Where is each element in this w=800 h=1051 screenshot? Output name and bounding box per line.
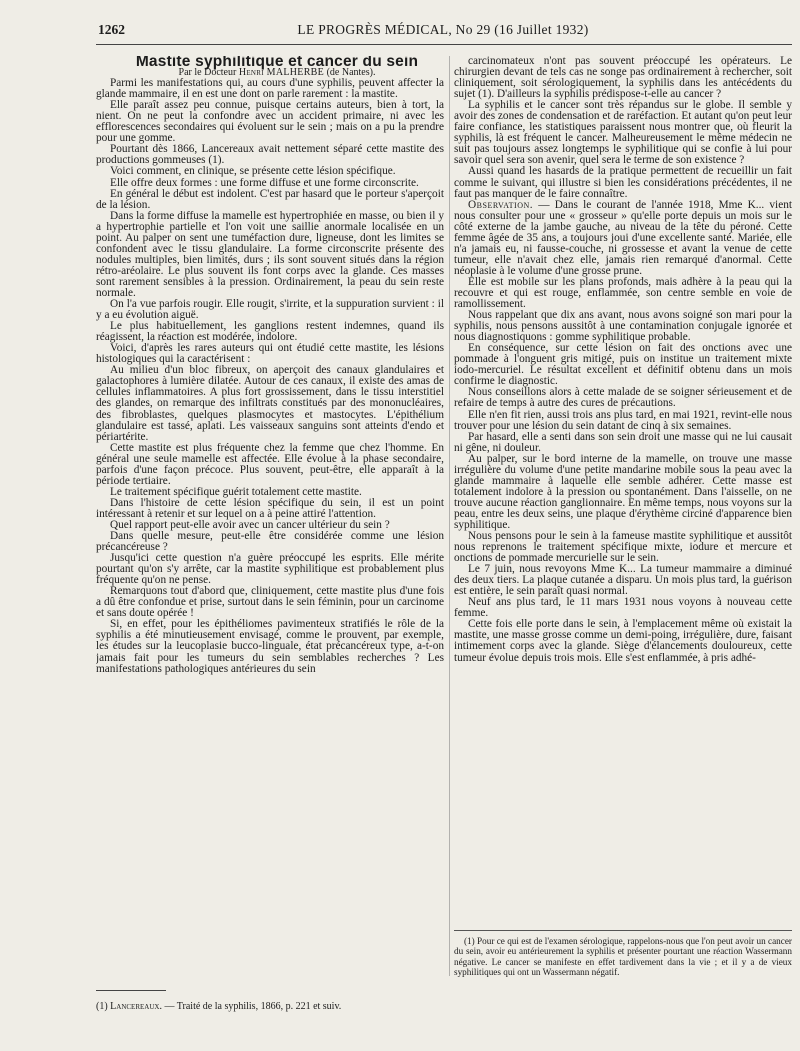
footnote-left-author: Lancereaux. <box>110 1001 162 1012</box>
body-paragraph: Nous pensons pour le sein à la fameuse mastite syphilitique et aussitôt nous reprenons le traitement spécifique mixte, iodure et mercure et onctions de pommade mercurielle sur le sein. <box>454 530 792 565</box>
running-header <box>98 22 788 42</box>
body-paragraph: Dans quelle mesure, peut-elle être considérée comme une lésion précancéreuse ? <box>96 530 444 554</box>
body-paragraph: carcinomateux n'ont pas souvent préoccupé les opérateurs. Le chirurgien devant de tels cas ne songe pas ordinairement à rechercher, soit cliniquement, soit sérologiquement, la syphilis dans les antécédents du sujet (1). D'ailleurs la syphilis prédispose-t-elle au cancer ? <box>454 56 792 101</box>
body-paragraph: Dans la forme diffuse la mamelle est hypertrophiée en masse, ou bien il y a hypertrophie partielle et l'on voit une saillie anormale localisée en un point. Au palper on sent une tuméfaction dure, ligneuse, dont les limites se confondent avec le tissu glandulaire. La forme circonscrite présente des nodules multiples, bien limités, durs ; ils sont souvent situés dans la région rétro-aréolaire. Le plus souvent ils font corps avec la glande. Ces masses sont rarement sensibles à la pression. Ordinairement, la peau du sein reste normale. <box>96 209 444 299</box>
body-paragraph: Jusqu'ici cette question n'a guère préoccupé les esprits. Elle mérite pourtant qu'on s'y arrête, car la mastite syphilitique est probablement plus fréquente qu'on ne pense. <box>96 552 444 587</box>
body-paragraph: Le 7 juin, nous revoyons Mme K... La tumeur mammaire a diminué des deux tiers. La plaque cutanée a disparu. Un mois plus tard, la guérison est entière, le sein paraît quasi normal. <box>454 563 792 598</box>
body-paragraph: En conséquence, sur cette lésion on fait des onctions avec une pommade à l'onguent gris mitigé, puis on institue un traitement mixte iodo-mercuriel. Le résultat excellent et définitif obtenu dans un mois confirme le diagnostic. <box>454 342 792 388</box>
observation-text: — Dans le courant de l'année 1918, Mme K... vient nous consulter pour une « grosseur » qu'elle porte depuis un mois sur le côté externe de la jambe gauche, au niveau de la tête du péroné. Cette femme âgée de 35 ans, a toujours joui d'une excellente santé. Mariée, elle n'a jamais eu, ni fausse-couche, ni grossesse et avant la venue de cette tumeur, elle n'avait chez elle, jamais rien remarqué d'anormal. Cette néoplasie à le volume d'une grosse prune. <box>454 198 792 277</box>
footnote-left-marker: (1) <box>96 1001 108 1012</box>
right-body-intro <box>454 56 792 200</box>
body-paragraph: Si, en effet, pour les épithéliomes pavimenteux stratifiés le rôle de la syphilis a été minutieusement envisagé, comme le prouvent, par exemple, les études sur la leucoplasie bucco-linguale, état précancéreux type, a-t-on jamais fait pour les tumeurs du sein semblables recherches ? Les manifestations pathologiques antérieures du sein <box>96 618 444 675</box>
byline-prefix: Par le Docteur <box>178 67 237 79</box>
author-affiliation: (de Nantes). <box>326 67 376 79</box>
footnote-rule-right <box>454 930 792 931</box>
body-paragraph: Par hasard, elle a senti dans son sein droit une masse qui ne lui causait ni gêne, ni douleur. <box>454 430 792 454</box>
body-paragraph: La syphilis et le cancer sont très répandus sur le globe. Il semble y avoir des zones de condensation et de raréfaction. Et autant qu'on peut leur faire confiance, les statistiques paraissent nous montrer que, où fleurit la syphilis, là est fréquent le cancer. Malheureusement le même médecin ne suit pas toujours assez longtemps le syphilitique qui se confie à lui pour savoir quel sera son avenir, quel sera le terme de son existence ? <box>454 99 792 167</box>
column-divider <box>449 56 450 976</box>
journal-title: LE PROGRÈS MÉDICAL, No 29 (16 Juillet 1932) <box>297 22 589 37</box>
body-paragraph: Le plus habituellement, les ganglions restent indemnes, quand ils réagissent, la réaction est modérée, indolore. <box>96 320 444 344</box>
body-paragraph: Nous conseillons alors à cette malade de se soigner sérieusement et de refaire de temps à autre des cures de précautions. <box>454 386 792 410</box>
body-paragraph: Aussi quand les hasards de la pratique permettent de recueillir un fait comme le suivant, qui illustre si bien les considérations précédentes, il ne faut pas manquer de le faire connaître. <box>454 165 792 200</box>
body-paragraph: Le traitement spécifique guérit totalement cette mastite. <box>110 485 362 498</box>
author-name: Henri MALHERBE <box>238 67 325 79</box>
body-paragraph: Elle est mobile sur les plans profonds, mais adhère à la peau qui la recouvre et qui est rouge, enflammée, son centre semble en voie de ramollissement. <box>454 275 792 311</box>
body-paragraph: Voici comment, en clinique, se présente cette lésion spécifique. <box>110 165 396 178</box>
right-body-case <box>454 277 792 664</box>
observation-paragraph <box>454 200 792 277</box>
body-paragraph: On l'a vue parfois rougir. Elle rougit, s'irrite, et la suppuration survient : il y a eu évolution aiguë. <box>96 298 444 322</box>
left-body <box>96 78 444 675</box>
body-paragraph: Quel rapport peut-elle avoir avec un cancer ultérieur du sein ? <box>110 518 390 531</box>
body-paragraph: Remarquons tout d'abord que, cliniquement, cette mastite plus d'une fois a dû être confondue et prise, surtout dans le sein féminin, pour un carcinome et sans doute opérée ! <box>96 585 444 620</box>
body-paragraph: Dans l'histoire de cette lésion spécifique du sein, il est un point intéressant à retenir et sur lequel on a à peine attiré l'attention. <box>96 496 444 520</box>
footnote-right <box>454 936 792 978</box>
article-title: Mastite syphilitique et cancer du sein <box>135 56 419 70</box>
page-number: 1262 <box>98 22 125 37</box>
body-paragraph: En général le début est indolent. C'est par hasard que le porteur s'aperçoit de la lésion. <box>96 187 444 211</box>
body-paragraph: Au palper, sur le bord interne de la mamelle, on trouve une masse irrégulière du volume d'une petite mandarine mobile sous la peau avec la glande mammaire à laquelle elle semble adhérer. Cette masse est totalement indolore à la pression ou spontanément. Dans l'aisselle, on ne trouve aucune réaction ganglionnaire. En même temps, nous voyons sur la peau, entre les deux seins, une plaque d'érythème circiné d'apparence bien syphilitique. <box>454 452 792 531</box>
body-paragraph: Nous rappelant que dix ans avant, nous avons soigné son mari pour la syphilis, nous pensons aussitôt à une contamination conjugale ignorée et nous diagnostiquons : gomme syphilitique probable. <box>454 309 792 344</box>
left-column <box>96 56 444 978</box>
observation-label: Observation. <box>468 198 534 211</box>
body-paragraph: Neuf ans plus tard, le 11 mars 1931 nous voyons à nouveau cette femme. <box>454 596 792 620</box>
body-paragraph: Cette mastite est plus fréquente chez la femme que chez l'homme. En général une seule mamelle est affectée. Elle évolue à la phase secondaire, parfois d'une façon précoce. Plus souvent, peut-être, elle apparaît à la période tertiaire. <box>96 441 444 487</box>
footnote-rule-left <box>96 990 166 991</box>
body-paragraph: Au milieu d'un bloc fibreux, on aperçoit des canaux glandulaires et galactophores à lumière dilatée. Autour de ces canaux, il existe des amas de cellules inflammatoires. A plus fort grossissement, dans le tissu interstitiel des glandes, on remarque des infiltrats constitués par des mononucléaires, des fibroblastes, quelques plasmocytes et mastocytes. L'épithélium glandulaire est tassé, aplati. Les vaisseaux sanguins sont atteints d'endo et périartérite. <box>96 364 444 443</box>
body-paragraph: Elle offre deux formes : une forme diffuse et une forme circonscrite. <box>110 176 419 189</box>
body-paragraph: Parmi les manifestations qui, au cours d'une syphilis, peuvent affecter la glande mammaire, il en est une dont on parle rarement : la mastite. <box>96 77 444 101</box>
body-paragraph: Pourtant dès 1866, Lancereaux avait nettement séparé cette mastite des productions gommeuses (1). <box>96 143 444 167</box>
body-paragraph: Elle paraît assez peu connue, puisque certains auteurs, bien à tort, la nient. On ne peut la confondre avec un accident primaire, ni avec les efflorescences secondaires qui évoluent sur le sein ; mais on a pu la prendre pour une gomme. <box>96 99 444 145</box>
footnote-left-text: — Traité de la syphilis, 1866, p. 221 et suiv. <box>161 1001 342 1012</box>
header-rule <box>96 44 792 45</box>
body-paragraph: Cette fois elle porte dans le sein, à l'emplacement même où existait la mastite, une masse grosse comme un demi-poing, irrégulière, dure, faisant intimement corps avec la glande. Siège d'élancements douloureux, cette tumeur évolue depuis trois mois. Elle s'est enflammée, à pris adhé- <box>454 618 792 664</box>
right-column <box>454 56 792 936</box>
body-paragraph: Voici, d'après les rares auteurs qui ont étudié cette mastite, les lésions histologiques qui la caractérisent : <box>96 342 444 366</box>
footnote-right-text: (1) Pour ce qui est de l'examen sérologique, rappelons-nous que l'on peut avoir un cancer du sein, avoir eu antérieurement la syphilis et présenter pourtant une réaction Wassermann négative. Le cancer se manifeste en effet tardivement dans la vie ; et il y a de vieux syphilitiques qui ont un Wassermann négatif. <box>454 936 792 978</box>
footnote-left <box>96 1001 444 1013</box>
body-paragraph: Elle n'en fit rien, aussi trois ans plus tard, en mai 1921, revint-elle nous trouver pour une lésion du sein datant de cinq à six semaines. <box>454 408 792 432</box>
